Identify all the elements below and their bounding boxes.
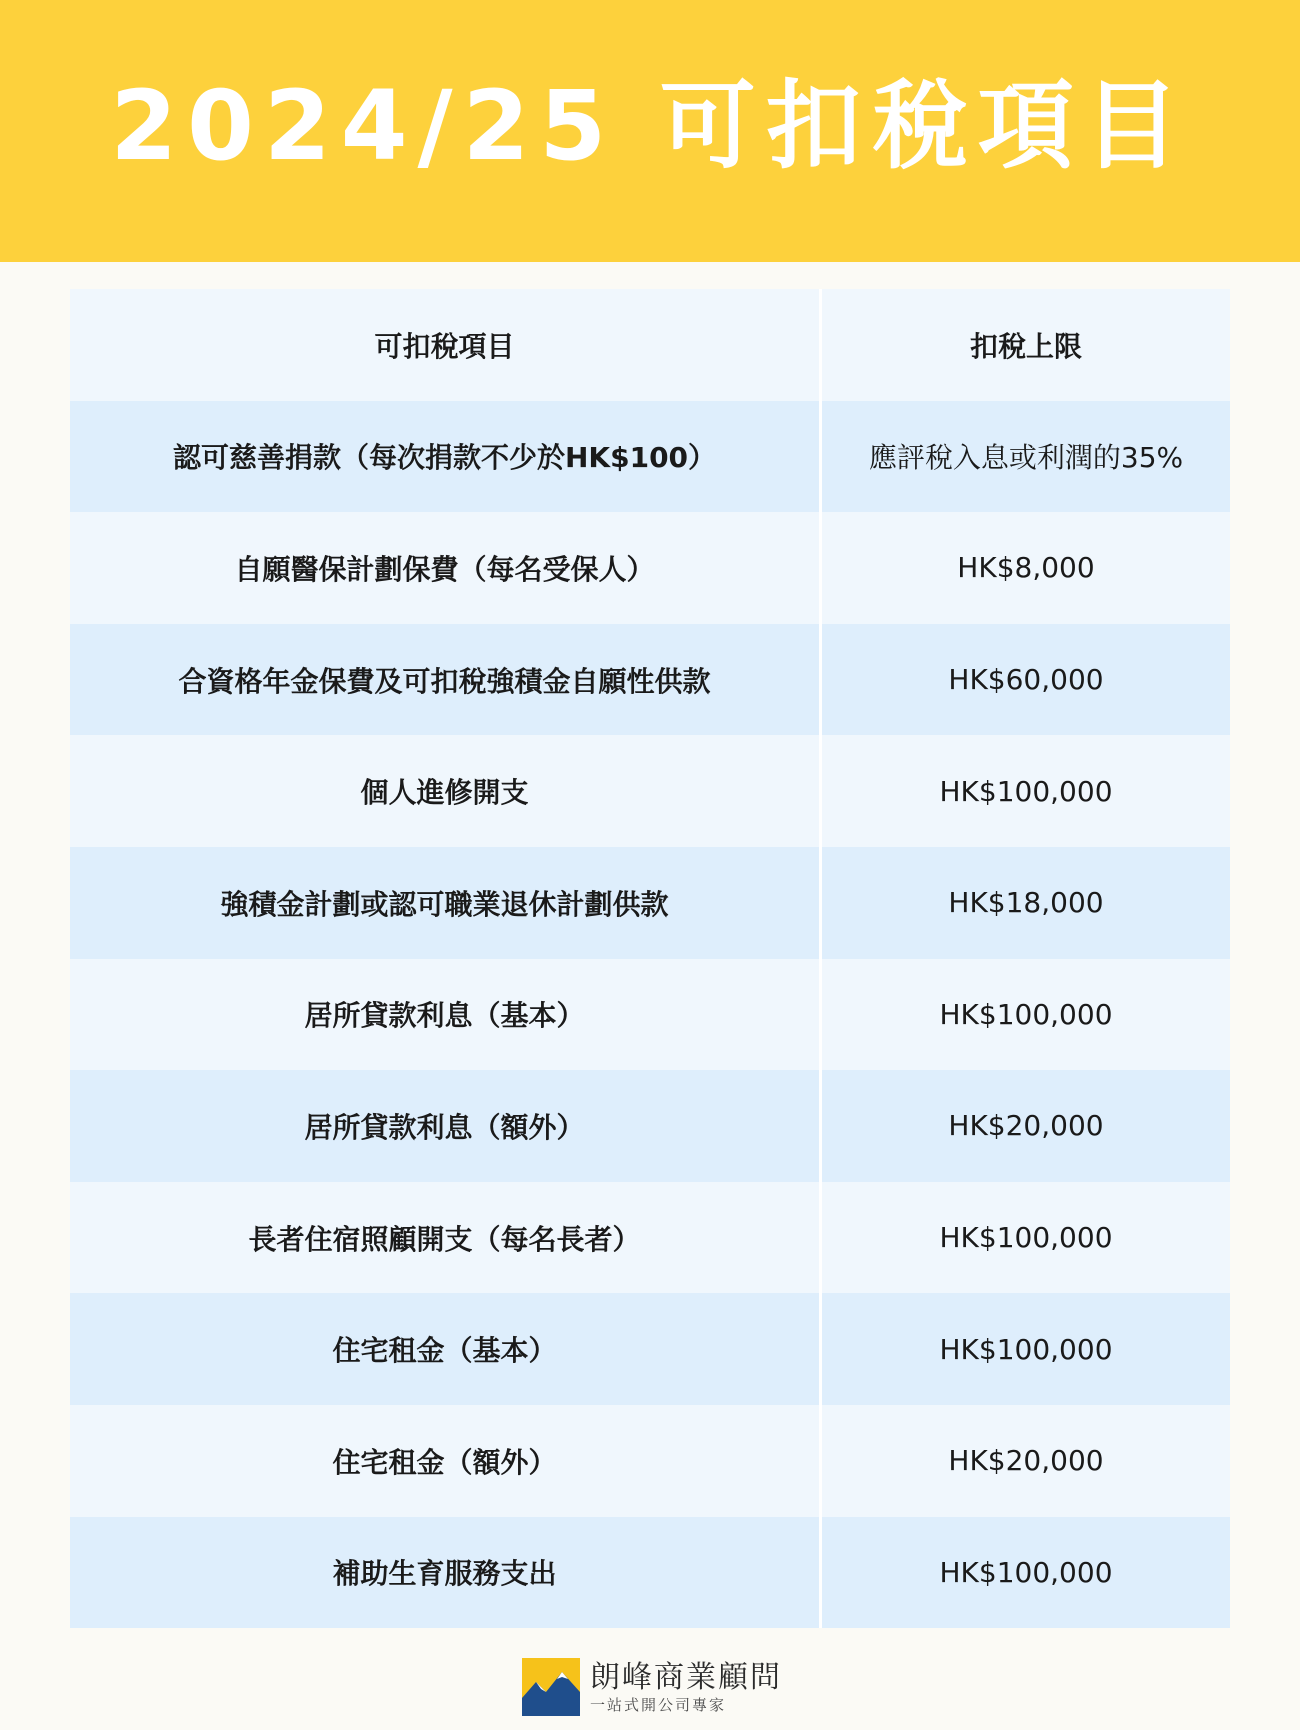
title-banner xyxy=(0,0,1300,262)
row-item: 合資格年金保費及可扣稅強積金自願性供款 xyxy=(70,624,822,736)
company-name: 朗峰商業顧問 xyxy=(590,1659,782,1695)
row-limit: HK$60,000 xyxy=(948,663,1104,697)
table-row xyxy=(70,735,1230,847)
row-limit: HK$20,000 xyxy=(948,1444,1104,1478)
table-row xyxy=(70,959,1230,1071)
row-limit: HK$100,000 xyxy=(939,1221,1113,1255)
row-item: 自願醫保計劃保費（每名受保人） xyxy=(70,512,822,624)
row-limit: HK$100,000 xyxy=(939,1555,1113,1589)
row-limit: HK$20,000 xyxy=(948,1109,1104,1143)
table-row xyxy=(70,512,1230,624)
table-row xyxy=(70,1070,1230,1182)
table-row xyxy=(70,1405,1230,1517)
row-limit: HK$8,000 xyxy=(957,551,1095,585)
row-limit: HK$100,000 xyxy=(939,997,1113,1031)
row-item: 住宅租金（基本） xyxy=(70,1293,822,1405)
mountain-logo-icon xyxy=(522,1658,580,1716)
table-row xyxy=(70,847,1230,959)
page-title: 2024/25 可扣稅項目 xyxy=(110,70,1190,182)
row-item: 認可慈善捐款（每次捐款不少於HK$100） xyxy=(70,401,822,513)
table-row xyxy=(70,624,1230,736)
row-item: 住宅租金（額外） xyxy=(70,1405,822,1517)
row-item: 長者住宿照顧開支（每名長者） xyxy=(70,1182,822,1294)
header-item: 可扣稅項目 xyxy=(70,289,822,401)
header-limit: 扣稅上限 xyxy=(969,329,1082,363)
table-row xyxy=(70,1517,1230,1629)
company-text xyxy=(590,1661,782,1714)
row-limit: 應評稅入息或利潤的35% xyxy=(868,441,1184,475)
table-row xyxy=(70,1293,1230,1405)
table-row xyxy=(70,401,1230,513)
table-header-row xyxy=(70,289,1230,401)
row-item: 個人進修開支 xyxy=(70,735,822,847)
row-limit: HK$100,000 xyxy=(939,774,1113,808)
row-item: 補助生育服務支出 xyxy=(70,1517,822,1629)
row-item: 居所貸款利息（基本） xyxy=(70,959,822,1071)
row-limit: HK$18,000 xyxy=(948,886,1104,920)
deductions-table xyxy=(70,289,1230,1628)
company-footer xyxy=(522,1656,782,1718)
company-slogan: 一站式開公司專家 xyxy=(590,1695,727,1714)
row-item: 居所貸款利息（額外） xyxy=(70,1070,822,1182)
row-item: 強積金計劃或認可職業退休計劃供款 xyxy=(70,847,822,959)
row-limit: HK$100,000 xyxy=(939,1332,1113,1366)
table-row xyxy=(70,1182,1230,1294)
